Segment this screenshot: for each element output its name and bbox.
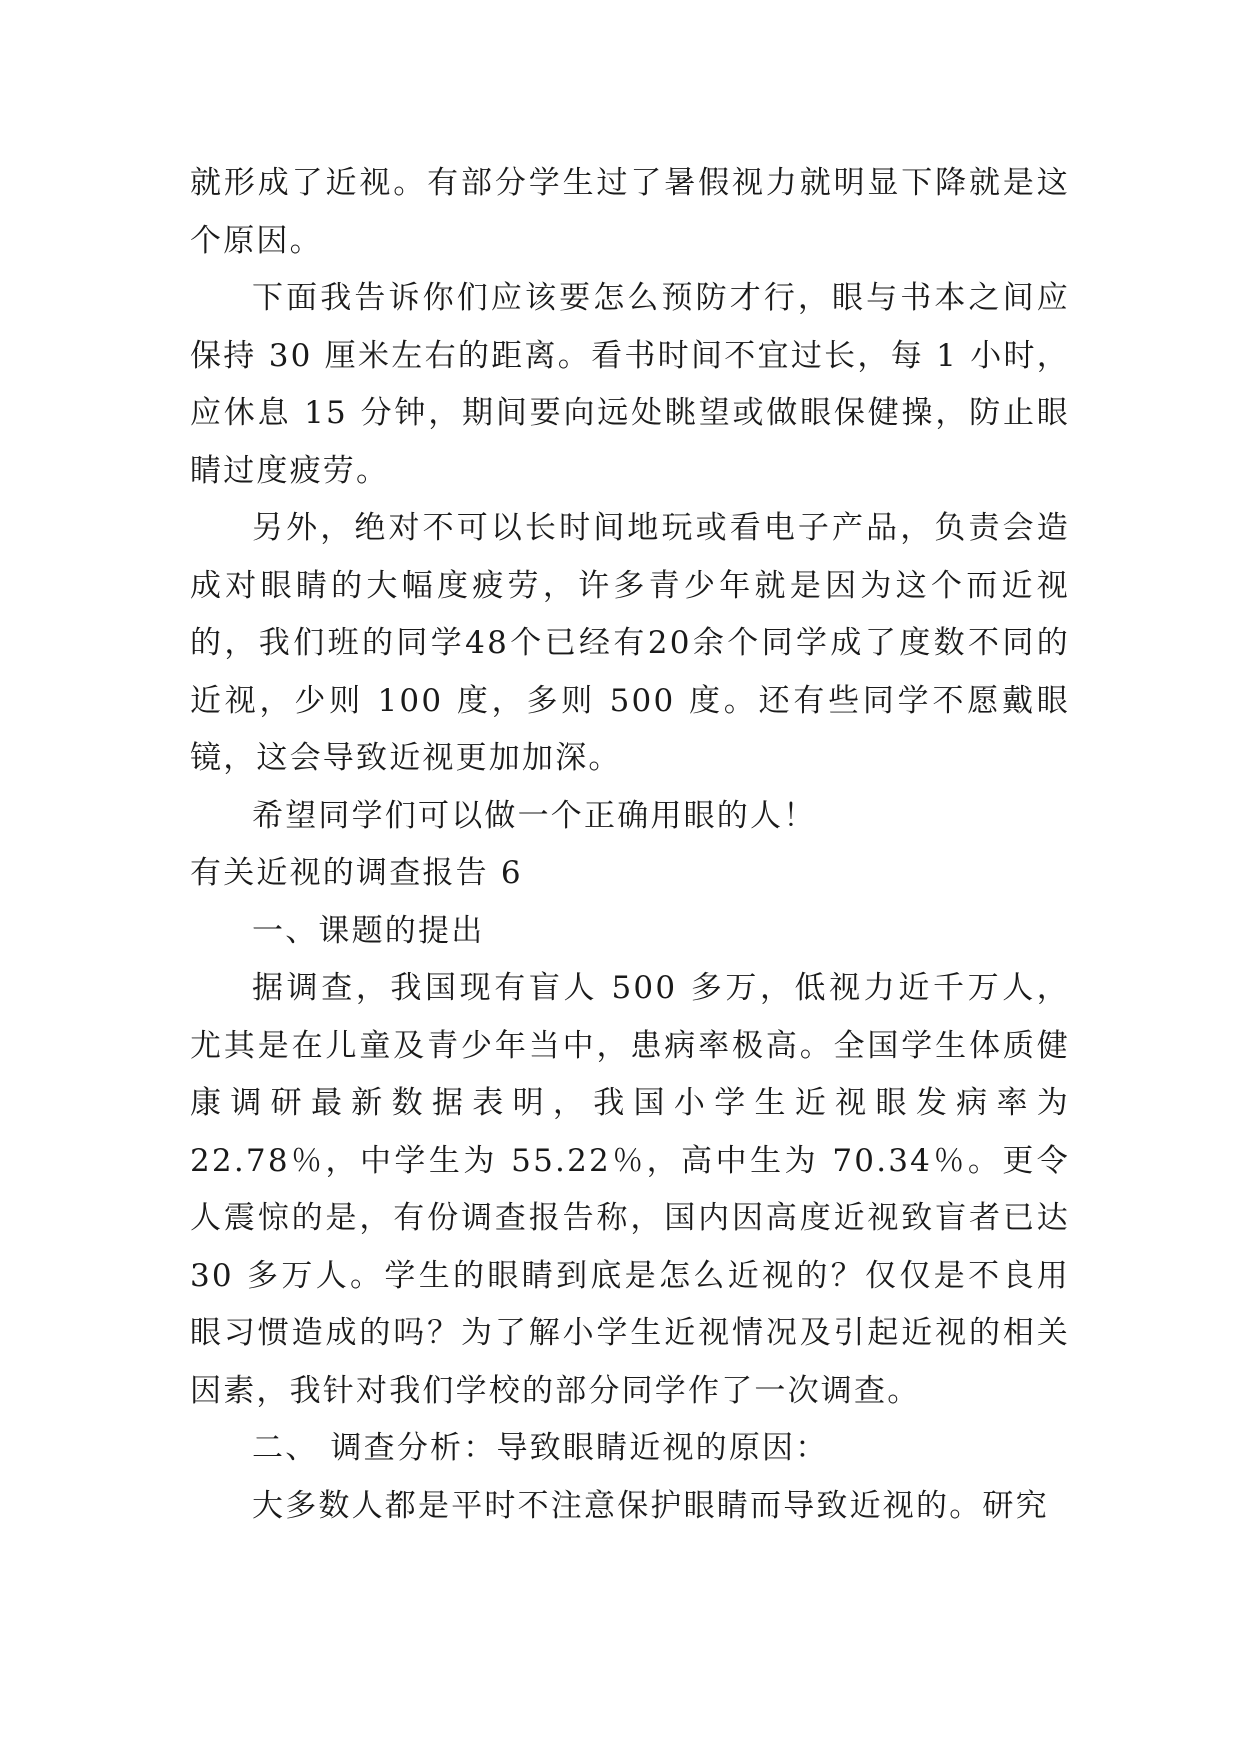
section-title: 有关近视的调查报告 6 [190, 855, 523, 891]
paragraph-continuation: 就形成了近视。有部分学生过了暑假视力就明显下降就是这个原因。 [190, 165, 1070, 259]
subheading-analysis: 二、 调查分析：导致眼睛近视的原因： [252, 1430, 829, 1466]
document-page [190, 155, 1070, 1535]
paragraph-prevention: 下面我告诉你们应该要怎么预防才行，眼与书本之间应保持 30 厘米左右的距离。看书时间不宜过长，每 1 小时，应休息 15 分钟，期间要向远处眺望或做眼保健操，防止眼睛过度疲劳。 [190, 280, 1070, 489]
subheading-topic: 一、课题的提出 [252, 912, 485, 949]
paragraph-last: 大多数人都是平时不注意保护眼睛而导致近视的。研究 [252, 1487, 1049, 1524]
paragraph-survey: 据调查，我国现有盲人 500 多万，低视力近千万人，尤其是在儿童及青少年当中，患病率极高。全国学生体质健康调研最新数据表明，我国小学生近视眼发病率为 22.78％，中学生为 55.22％，高中生为 70.34％。更令人震惊的是，有份调查报告称，国内因高度近视致盲者已达 30 多万人。学生的眼睛到底是怎么近视的？仅仅是不良用眼习惯造成的吗？为了解小学生近视情况及引起近视的相关因素，我针对我们学校的部分同学作了一次调查。 [190, 970, 1070, 1409]
paragraph-closing: 希望同学们可以做一个正确用眼的人！ [252, 797, 817, 834]
paragraph-electronics: 另外，绝对不可以长时间地玩或看电子产品，负责会造成对眼睛的大幅度疲劳，许多青少年就是因为这个而近视的，我们班的同学48个已经有20余个同学成了度数不同的近视，少则 100 度，多则 500 度。还有些同学不愿戴眼镜，这会导致近视更加加深。 [190, 510, 1070, 776]
